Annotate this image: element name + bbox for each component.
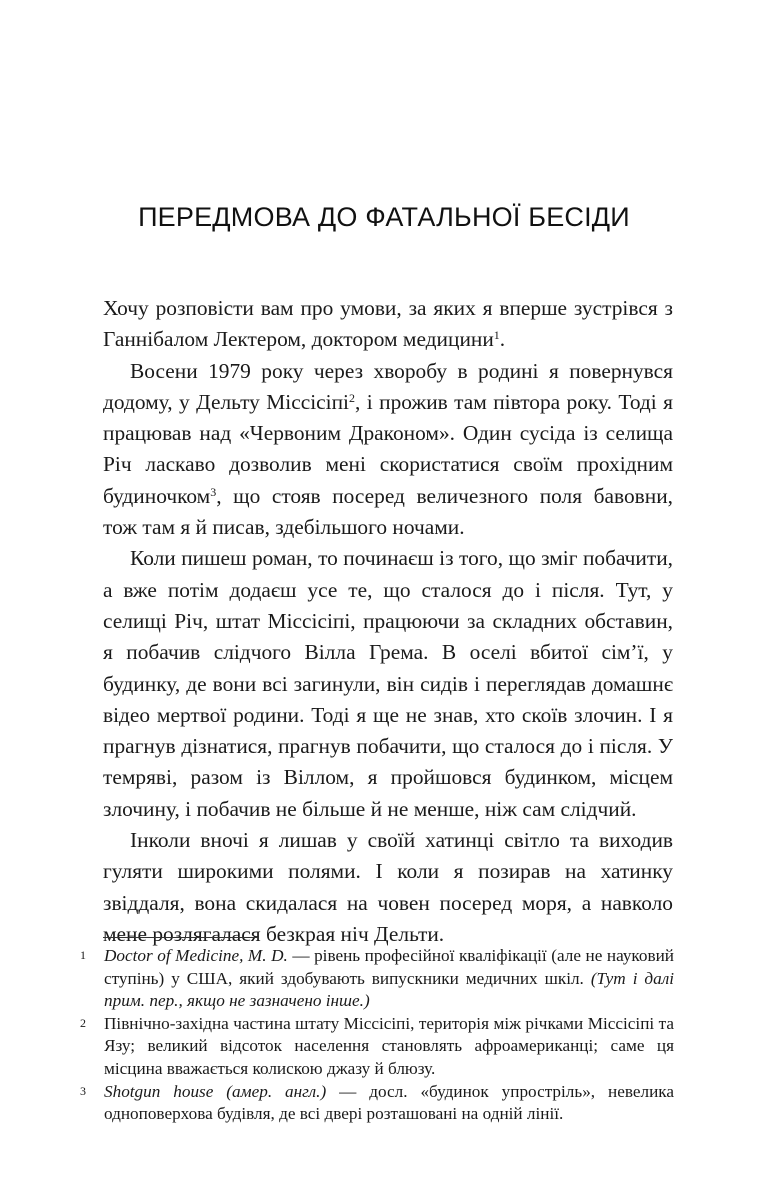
paragraph-2 <box>103 356 673 544</box>
footnote-ref-2: 2 <box>348 390 355 405</box>
footnote-text <box>104 1081 674 1126</box>
chapter-title: ПЕРЕДМОВА ДО ФАТАЛЬНОЇ БЕСІДИ <box>138 202 630 232</box>
footnote-text <box>104 1013 674 1081</box>
footnote-number: 2 <box>80 1015 86 1030</box>
footnote-3 <box>80 1081 674 1126</box>
paragraph-3: Коли пишеш роман, то починаєш із того, що зміг побачити, а вже потім додаєш усе те, що сталося до і після. Тут, у селищі Річ, штат Міссісіпі, працюючи за складних обставин, я побачив слідчого Вілла Грема. В оселі вбитої сім’ї, у будинку, де вони всі загинули, він сидів і переглядав домашнє відео мертвої родини. Тоді я ще не знав, хто скоїв злочин. І я прагнув дізнатися, прагнув побачити, що сталося до і після. У темряві, разом із Віллом, я пройшовся будинком, місцем злочину, і побачив не більше й не менше, ніж сам слідчий. <box>103 546 673 821</box>
paragraph-1 <box>103 293 673 356</box>
footnote-body: Північно-західна частина штату Міссісіпі, територія між річками Міссісіпі та Язу; великий відсоток населення становлять афроамериканці; саме ця місцина вважається колискою джазу й блюзу. <box>104 1013 674 1078</box>
footnote-ref-1: 1 <box>493 328 500 343</box>
footnote-2 <box>80 1013 674 1081</box>
footnote-body: — рівень професійної кваліфікації (але не науковий ступінь) у США, який здобувають випускники медичних шкіл. <box>104 946 674 988</box>
footnotes <box>80 945 674 1126</box>
footnote-1 <box>80 945 674 1013</box>
footnote-text <box>104 945 674 1013</box>
paragraph-2-text-c: , що стояв посеред величезного поля бавовни, тож там я й писав, здебільшого ночами. <box>103 483 673 540</box>
paragraph-4: Інколи вночі я лишав у своїй хатинці світло та виходив гуляти широкими полями. І коли я позирав на хатинку звіддаля, вона скидалася на човен посеред моря, а навколо мене розлягалася безкрая ніч Дельти. <box>103 828 673 946</box>
footnote-italic: Doctor of Medicine, M. D. <box>104 946 288 965</box>
paragraph-1-text: Хочу розповісти вам про умови, за яких я вперше зустрівся з Ганнібалом Лектером, доктором медицини <box>103 296 673 352</box>
footnote-italic: Shotgun house (амер. англ.) <box>104 1081 327 1101</box>
paragraph-1-end: . <box>499 327 506 352</box>
footnote-ref-3: 3 <box>210 484 217 499</box>
body-text <box>103 293 673 950</box>
footnote-divider <box>103 937 258 938</box>
footnote-body: — досл. «будинок упростріль», невелика одноповерхова будівля, де всі двері розташовані на одній лінії. <box>104 1081 674 1124</box>
footnote-number: 3 <box>80 1083 86 1098</box>
paragraph-2-text-a: Восени 1979 року через хворобу в родині я повернувся додому, у Дельту Міссісіпі <box>103 358 673 414</box>
footnote-number: 1 <box>80 948 86 962</box>
paragraph-2-text-b: , і прожив там півтора року. Тоді я працював над «Червоним Драконом». Один сусіда із селища Річ ласкаво дозволив мені скористатися своїм прохідним будиночком <box>103 389 673 508</box>
footnote-italic-note: (Тут і далі прим. пер., якщо не зазначено інше.) <box>104 968 674 1011</box>
